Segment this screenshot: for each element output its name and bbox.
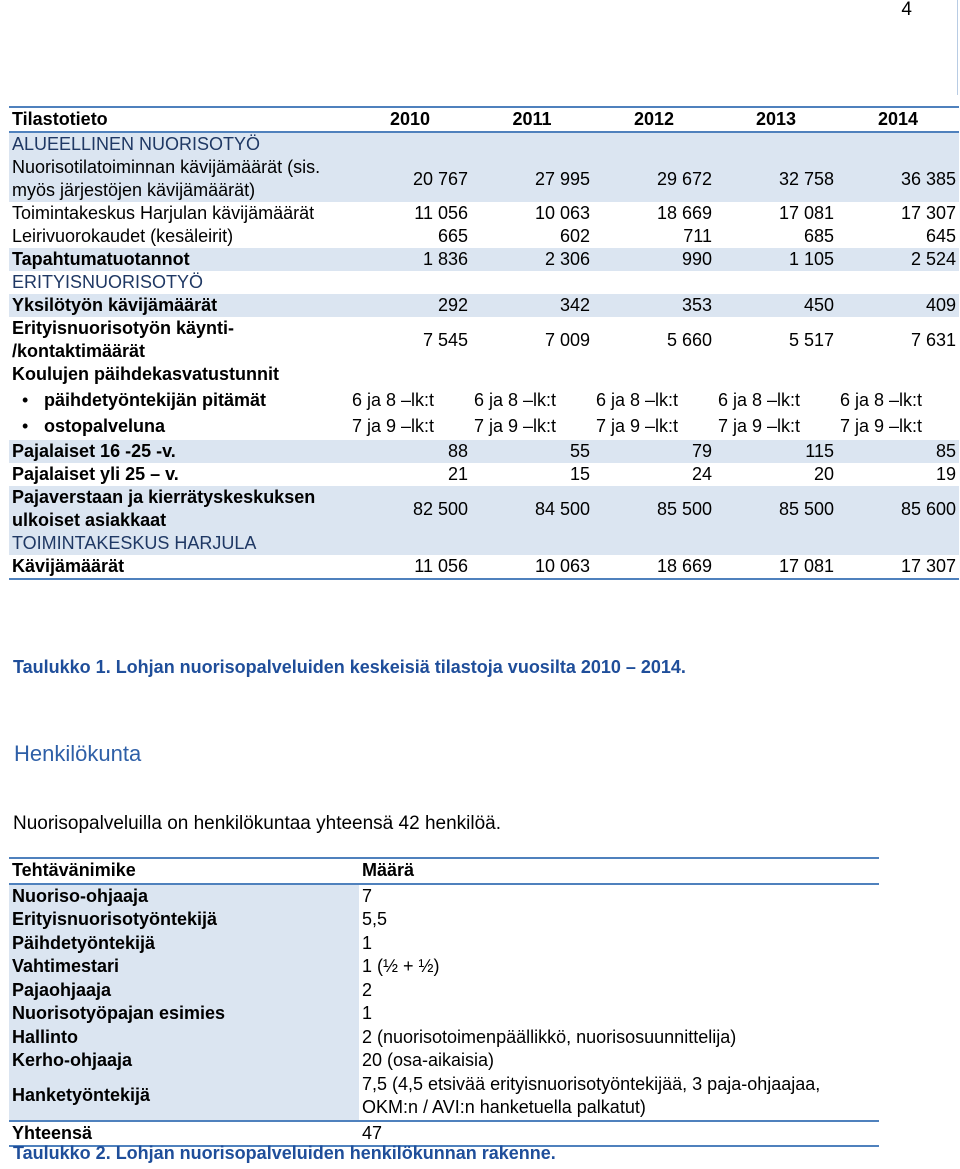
value-cell: 85 (837, 440, 959, 463)
table-row (9, 532, 959, 555)
value-cell: 17 307 (837, 555, 959, 579)
total-label: Yhteensä (9, 1121, 359, 1147)
value-cell: 19 (935, 464, 956, 484)
grade-cell (349, 386, 471, 440)
row-label: Yksilötyön kävijämäärät (9, 294, 349, 317)
table2-header-row (9, 858, 879, 884)
value-cell: 7 009 (544, 329, 590, 350)
value-cell: 990 (593, 248, 715, 271)
row-label: Pajaverstaan ja kierrätyskeskuksen ulkoiset asiakkaat (9, 486, 349, 532)
table-row (9, 248, 959, 271)
role-title: Pajaohjaaja (9, 979, 359, 1003)
grade-cell (715, 386, 837, 440)
section-heading: Henkilökunta (14, 741, 142, 766)
value-cell: 17 081 (715, 555, 837, 579)
grade-line: 7 ja 9 –lk:t (596, 416, 679, 436)
value-cell: 11 056 (349, 555, 471, 579)
value-cell: 82 500 (349, 486, 471, 532)
table-row (9, 955, 879, 979)
value-cell: 1 105 (715, 248, 837, 271)
grade-cell (471, 386, 593, 440)
value-cell: 450 (715, 294, 837, 317)
table-row (9, 1026, 879, 1050)
value-cell: 2 306 (471, 248, 593, 271)
row-label: Nuorisotilatoiminnan kävijämäärät (sis. myös järjestöjen kävijämäärät) (9, 156, 349, 202)
table-row (9, 486, 959, 532)
header-year-cell: 2013 (715, 107, 837, 132)
grade-line: 7 ja 9 –lk:t (474, 416, 557, 436)
table-row (9, 979, 879, 1003)
header-year-cell: 2012 (593, 107, 715, 132)
value-cell: 18 669 (593, 555, 715, 579)
total-amount: 47 (359, 1121, 879, 1147)
grade-line: 7 ja 9 –lk:t (840, 416, 923, 436)
grade-line: 7 ja 9 –lk:t (352, 416, 435, 436)
role-title: Kerho-ohjaaja (9, 1049, 359, 1073)
section-label: ALUEELLINEN NUORISOTYÖ (9, 132, 959, 156)
role-title: Hanketyöntekijä (9, 1073, 359, 1121)
header-cell: Määrä (359, 858, 879, 884)
table1-header-row (9, 107, 959, 132)
bullet-item: • päihdetyöntekijän pitämät (22, 387, 346, 413)
role-amount: 5,5 (362, 909, 388, 929)
value-cell: 602 (559, 226, 590, 246)
grade-line: 6 ja 8 –lk:t (840, 390, 923, 410)
role-title: Erityisnuorisotyöntekijä (9, 908, 359, 932)
staff-paragraph: Nuorisopalveluilla on henkilökuntaa yhteensä 42 henkilöä. (13, 813, 501, 834)
role-amount: 20 (osa-aikaisia) (362, 1050, 495, 1070)
row-label: Kävijämäärät (9, 555, 349, 579)
role-title: Päihdetyöntekijä (9, 932, 359, 956)
section-label: ERITYISNUORISOTYÖ (12, 272, 204, 292)
statistics-table (9, 106, 959, 580)
header-year-cell: 2014 (837, 107, 959, 132)
table-row (9, 440, 959, 463)
role-amount: 1 (362, 932, 373, 953)
header-label-cell: Tilastotieto (9, 107, 349, 132)
value-cell: 85 500 (593, 486, 715, 532)
table-row (9, 463, 959, 486)
value-cell: 88 (349, 440, 471, 463)
grade-cell (593, 386, 715, 440)
table-row (9, 555, 959, 579)
table2-caption: Taulukko 2. Lohjan nuorisopalveluiden henkilökunnan rakenne. (13, 1143, 556, 1163)
value-cell: 7 545 (422, 329, 468, 350)
value-cell: 15 (569, 464, 590, 484)
value-cell: 10 063 (534, 203, 590, 223)
value-cell: 55 (471, 440, 593, 463)
value-cell: 85 500 (715, 486, 837, 532)
table-row (9, 271, 959, 294)
value-cell: 21 (447, 464, 468, 484)
table-row (9, 1073, 879, 1121)
value-cell: 20 767 (349, 156, 471, 202)
grade-line: 6 ja 8 –lk:t (718, 390, 801, 410)
value-cell: 10 063 (471, 555, 593, 579)
role-title: Vahtimestari (9, 955, 359, 979)
grade-line: 6 ja 8 –lk:t (352, 390, 435, 410)
value-cell: 711 (683, 226, 712, 246)
table-row (9, 202, 959, 225)
row-label: Erityisnuorisotyön käynti- /kontaktimäärät (12, 318, 235, 361)
table1-caption: Taulukko 1. Lohjan nuorisopalveluiden keskeisiä tilastoja vuosilta 2010 – 2014. (13, 657, 686, 677)
value-cell: 85 600 (837, 486, 959, 532)
role-title: Nuoriso-ohjaaja (9, 884, 359, 909)
table-row (9, 932, 879, 956)
bullet-item: • ostopalveluna (22, 413, 346, 439)
value-cell: 353 (593, 294, 715, 317)
value-cell: 84 500 (471, 486, 593, 532)
row-label: Tapahtumatuotannot (9, 248, 349, 271)
value-cell: 645 (925, 226, 956, 246)
value-cell: 11 056 (414, 203, 468, 223)
value-cell: 342 (471, 294, 593, 317)
row-label: Toimintakeskus Harjulan kävijämäärät (12, 203, 315, 223)
value-cell: 29 672 (593, 156, 715, 202)
header-year-cell: 2010 (349, 107, 471, 132)
role-amount: 7,5 (4,5 etsivää erityisnuorisotyöntekijää, 3 paja-ohjaajaa, OKM:n / AVI:n hanketuella palkatut) (362, 1073, 821, 1117)
grade-cell (837, 386, 959, 440)
table-row (9, 225, 959, 248)
table-row (9, 884, 879, 909)
bullet-label-cell (9, 386, 349, 440)
table-row (9, 294, 959, 317)
staff-table (9, 857, 879, 1147)
table-row (9, 1049, 879, 1073)
value-cell: 20 (813, 464, 834, 484)
value-cell: 409 (837, 294, 959, 317)
role-amount: 1 (362, 1003, 373, 1023)
role-amount: 1 (½ + ½) (362, 956, 440, 976)
table-row (9, 317, 959, 363)
value-cell: 2 524 (837, 248, 959, 271)
value-cell (715, 363, 837, 386)
table-row (9, 386, 959, 440)
value-cell: 32 758 (715, 156, 837, 202)
header-cell: Tehtävänimike (9, 858, 359, 884)
value-cell: 292 (349, 294, 471, 317)
grade-line: 7 ja 9 –lk:t (718, 416, 801, 436)
value-cell: 79 (593, 440, 715, 463)
table-row (9, 156, 959, 202)
header-year-cell: 2011 (471, 107, 593, 132)
row-label: Leirivuorokaudet (kesäleirit) (12, 226, 234, 246)
page-number: 4 (901, 0, 912, 20)
grade-line: 6 ja 8 –lk:t (596, 390, 679, 410)
role-amount: 2 (362, 979, 373, 1000)
role-title: Nuorisotyöpajan esimies (9, 1002, 359, 1026)
value-cell: 18 669 (656, 203, 712, 223)
value-cell: 115 (715, 440, 837, 463)
role-amount: 7 (362, 885, 373, 906)
value-cell: 5 660 (666, 329, 712, 350)
value-cell: 685 (803, 226, 834, 246)
row-label: Pajalaiset 16 -25 -v. (9, 440, 349, 463)
value-cell: 17 081 (778, 203, 834, 223)
value-cell: 17 307 (900, 203, 956, 223)
section-label: TOIMINTAKESKUS HARJULA (9, 532, 959, 555)
value-cell: 7 631 (910, 329, 956, 350)
value-cell: 27 995 (471, 156, 593, 202)
value-cell (471, 363, 593, 386)
row-label: Koulujen päihdekasvatustunnit (12, 364, 280, 384)
value-cell (593, 363, 715, 386)
grade-line: 6 ja 8 –lk:t (474, 390, 557, 410)
value-cell: 36 385 (837, 156, 959, 202)
row-label: Pajalaiset yli 25 – v. (12, 464, 179, 484)
margin-line (957, 0, 958, 95)
value-cell: 665 (437, 226, 468, 246)
value-cell: 1 836 (349, 248, 471, 271)
table-row (9, 363, 959, 386)
value-cell: 5 517 (788, 329, 834, 350)
bullet-list (12, 387, 346, 439)
table-row (9, 908, 879, 932)
table-row (9, 132, 959, 156)
role-title: Hallinto (9, 1026, 359, 1050)
value-cell: 24 (691, 464, 712, 484)
value-cell (349, 363, 471, 386)
role-amount: 2 (nuorisotoimenpäällikkö, nuorisosuunnittelija) (362, 1026, 737, 1047)
table-row (9, 1002, 879, 1026)
value-cell (837, 363, 959, 386)
